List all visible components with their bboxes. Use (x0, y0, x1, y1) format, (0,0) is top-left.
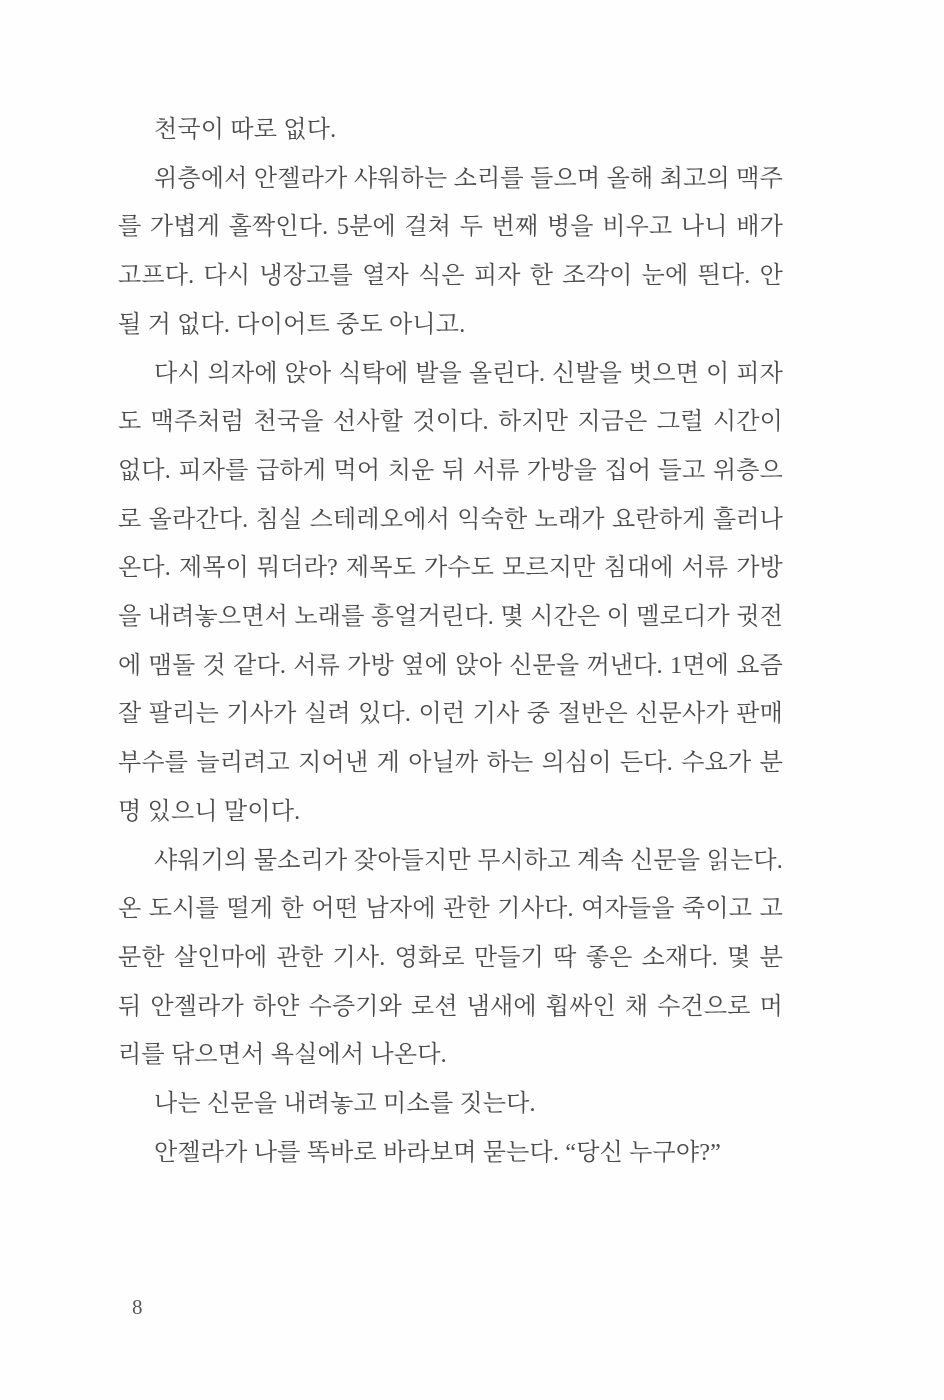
paragraph (118, 106, 783, 155)
paragraph (118, 1129, 783, 1178)
text-line: 문한 살인마에 관한 기사. 영화로 만들기 딱 좋은 소재다. 몇 분 (118, 944, 783, 971)
paragraph (118, 1080, 783, 1129)
text-line: 없다. 피자를 급하게 먹어 치운 뒤 서류 가방을 집어 들고 위층으 (118, 457, 783, 484)
page-number: 8 (132, 1295, 143, 1319)
text-line: 를 가볍게 홀짝인다. 5분에 걸쳐 두 번째 병을 비우고 나니 배가 (118, 214, 783, 241)
text-line: 도 맥주처럼 천국을 선사할 것이다. 하지만 지금은 그럴 시간이 (118, 409, 783, 436)
text-line: 샤워기의 물소리가 잦아들지만 무시하고 계속 신문을 읽는다. (154, 847, 783, 874)
text-line: 온다. 제목이 뭐더라? 제목도 가수도 모르지만 침대에 서류 가방 (118, 555, 783, 582)
paragraph (118, 155, 783, 350)
text-line: 천국이 따로 없다. (154, 117, 337, 143)
text-line: 나는 신문을 내려놓고 미소를 짓는다. (154, 1091, 536, 1118)
text-line: 온 도시를 떨게 한 어떤 남자에 관한 기사다. 여자들을 죽이고 고 (118, 896, 783, 923)
text-line: 명 있으니 말이다. (118, 798, 301, 825)
paragraph (118, 350, 783, 837)
text-line: 로 올라간다. 침실 스테레오에서 익숙한 노래가 요란하게 흘러나 (118, 506, 783, 533)
text-line: 뒤 안젤라가 하얀 수증기와 로션 냄새에 휩싸인 채 수건으로 머 (118, 993, 783, 1020)
text-line: 에 맴돌 것 같다. 서류 가방 옆에 앉아 신문을 꺼낸다. 1면에 요즘 (118, 652, 783, 679)
paragraph (118, 837, 783, 1081)
text-line: 고프다. 다시 냉장고를 열자 식은 피자 한 조각이 눈에 띈다. 안 (118, 263, 783, 290)
text-line: 리를 닦으면서 욕실에서 나온다. (118, 1042, 447, 1069)
text-line: 잘 팔리는 기사가 실려 있다. 이런 기사 중 절반은 신문사가 판매 (118, 701, 783, 728)
text-line: 부수를 늘리려고 지어낸 게 아닐까 하는 의심이 든다. 수요가 분 (118, 750, 783, 777)
text-line: 다시 의자에 앉아 식탁에 발을 올린다. 신발을 벗으면 이 피자 (154, 360, 783, 387)
text-line: 위층에서 안젤라가 샤워하는 소리를 들으며 올해 최고의 맥주 (154, 165, 783, 192)
text-line: 안젤라가 나를 똑바로 바라보며 묻는다. “당신 누구야?” (154, 1139, 722, 1166)
text-line: 을 내려놓으면서 노래를 흥얼거린다. 몇 시간은 이 멜로디가 귓전 (118, 604, 783, 631)
page-text (118, 106, 783, 1177)
text-line: 될 거 없다. 다이어트 중도 아니고. (118, 311, 466, 338)
